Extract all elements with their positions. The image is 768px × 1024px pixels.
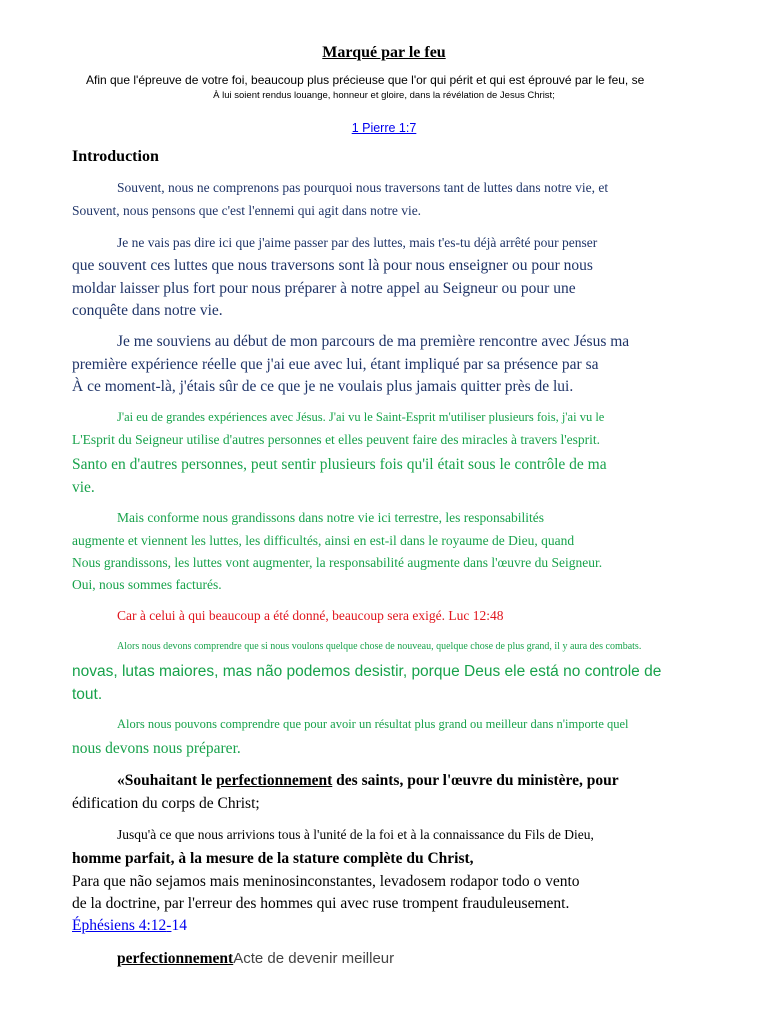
- epigraph-reference-link[interactable]: 1 Pierre 1:7: [351, 121, 417, 135]
- ephesians-reference-end: 14: [171, 917, 187, 934]
- document-title: Marqué par le feu: [322, 44, 446, 61]
- p3-line-1: Je me souviens au début de mon parcours de ma première rencontre avec Jésus ma: [117, 333, 630, 350]
- p9-line-1: «Souhaitant le perfectionnement des saints, pour l'œuvre du ministère, pour: [117, 772, 619, 789]
- p6-line-1: Car à celui à qui beaucoup a été donné, beaucoup sera exigé. Luc 12:48: [117, 608, 504, 623]
- ephesians-reference-dash: -: [166, 917, 172, 934]
- epigraph-line-1: Afin que l'épreuve de votre foi, beaucoup plus précieuse que l'or qui périt et qui est éprouvé par le feu, se: [86, 73, 645, 87]
- epigraph-reference: [0, 121, 768, 135]
- p1-line-1: Souvent, nous ne comprenons pas pourquoi nous traversons tant de luttes dans notre vie, et: [117, 180, 609, 195]
- p10-line-4: de la doctrine, par l'erreur des hommes qui avec ruse trompent frauduleusement.: [72, 895, 570, 912]
- definition-text: Acte de devenir meilleur: [233, 950, 395, 967]
- ephesians-reference-link[interactable]: Éphésiens 4:12: [72, 917, 167, 934]
- p10-line-1: Jusqu'à ce que nous arrivions tous à l'unité de la foi et à la connaissance du Fils de Dieu,: [117, 827, 594, 842]
- p7-line-2: novas, lutas maiores, mas não podemos desistir, porque Deus ele está no controle de: [72, 663, 662, 680]
- p8-line-2: nous devons nous préparer.: [72, 740, 241, 757]
- p3-line-2: première expérience réelle que j'ai eue avec lui, étant impliqué par sa présence par sa: [72, 356, 599, 373]
- p10-line-2: homme parfait, à la mesure de la stature complète du Christ,: [72, 850, 474, 867]
- p4-line-3: Santo en d'autres personnes, peut sentir plusieurs fois qu'il était sous le contrôle de ma: [72, 456, 607, 473]
- p2-line-3: moldar laisser plus fort pour nous préparer à notre appel au Seigneur ou pour une: [72, 280, 576, 297]
- p8-line-1: Alors nous pouvons comprendre que pour avoir un résultat plus grand ou meilleur dans n'importe quel: [117, 717, 629, 731]
- p2-line-4: conquête dans notre vie.: [72, 302, 223, 319]
- ephesians-reference: [72, 917, 187, 935]
- p2-line-1: Je ne vais pas dire ici que j'aime passer par des luttes, mais t'es-tu déjà arrêté pour penser: [117, 235, 598, 250]
- p4-line-1: J'ai eu de grandes expériences avec Jésus. J'ai vu le Saint-Esprit m'utiliser plusieurs fois, j'ai vu le: [117, 410, 605, 424]
- p1-line-2: Souvent, nous pensons que c'est l'ennemi qui agit dans notre vie.: [72, 203, 422, 218]
- definition-term: perfectionnement: [117, 950, 234, 967]
- epigraph-line-2: À lui soient rendus louange, honneur et gloire, dans la révélation de Jesus Christ;: [213, 90, 555, 101]
- p4-line-4: vie.: [72, 479, 95, 496]
- p2-line-2: que souvent ces luttes que nous traversons sont là pour nous enseigner ou pour nous: [72, 257, 593, 274]
- p7-line-3: tout.: [72, 686, 103, 703]
- p5-line-1: Mais conforme nous grandissons dans notre vie ici terrestre, les responsabilités: [117, 510, 545, 525]
- p9-line-2: édification du corps de Christ;: [72, 795, 260, 812]
- p10-line-3: Para que não sejamos mais meninosinconstantes, levadosem rodapor todo o vento: [72, 873, 580, 890]
- p3-line-3: À ce moment-là, j'étais sûr de ce que je ne voulais plus jamais quitter près de lui.: [72, 378, 574, 395]
- p5-line-4: Oui, nous sommes facturés.: [72, 577, 222, 592]
- p11-line-1: [117, 950, 394, 968]
- p5-line-3: Nous grandissons, les luttes vont augmenter, la responsabilité augmente dans l'œuvre du Seigneur.: [72, 555, 603, 570]
- perfectionnement-keyword: perfectionnement: [216, 772, 333, 789]
- p5-line-2: augmente et viennent les luttes, les difficultés, ainsi en est-il dans le royaume de Dieu, quand: [72, 533, 575, 548]
- p4-line-2: L'Esprit du Seigneur utilise d'autres personnes et elles peuvent faire des miracles à travers l'esprit.: [72, 432, 601, 447]
- introduction-heading: Introduction: [72, 148, 159, 165]
- p7-line-1: Alors nous devons comprendre que si nous voulons quelque chose de nouveau, quelque chose de plus grand, il y aura des combats.: [117, 641, 642, 652]
